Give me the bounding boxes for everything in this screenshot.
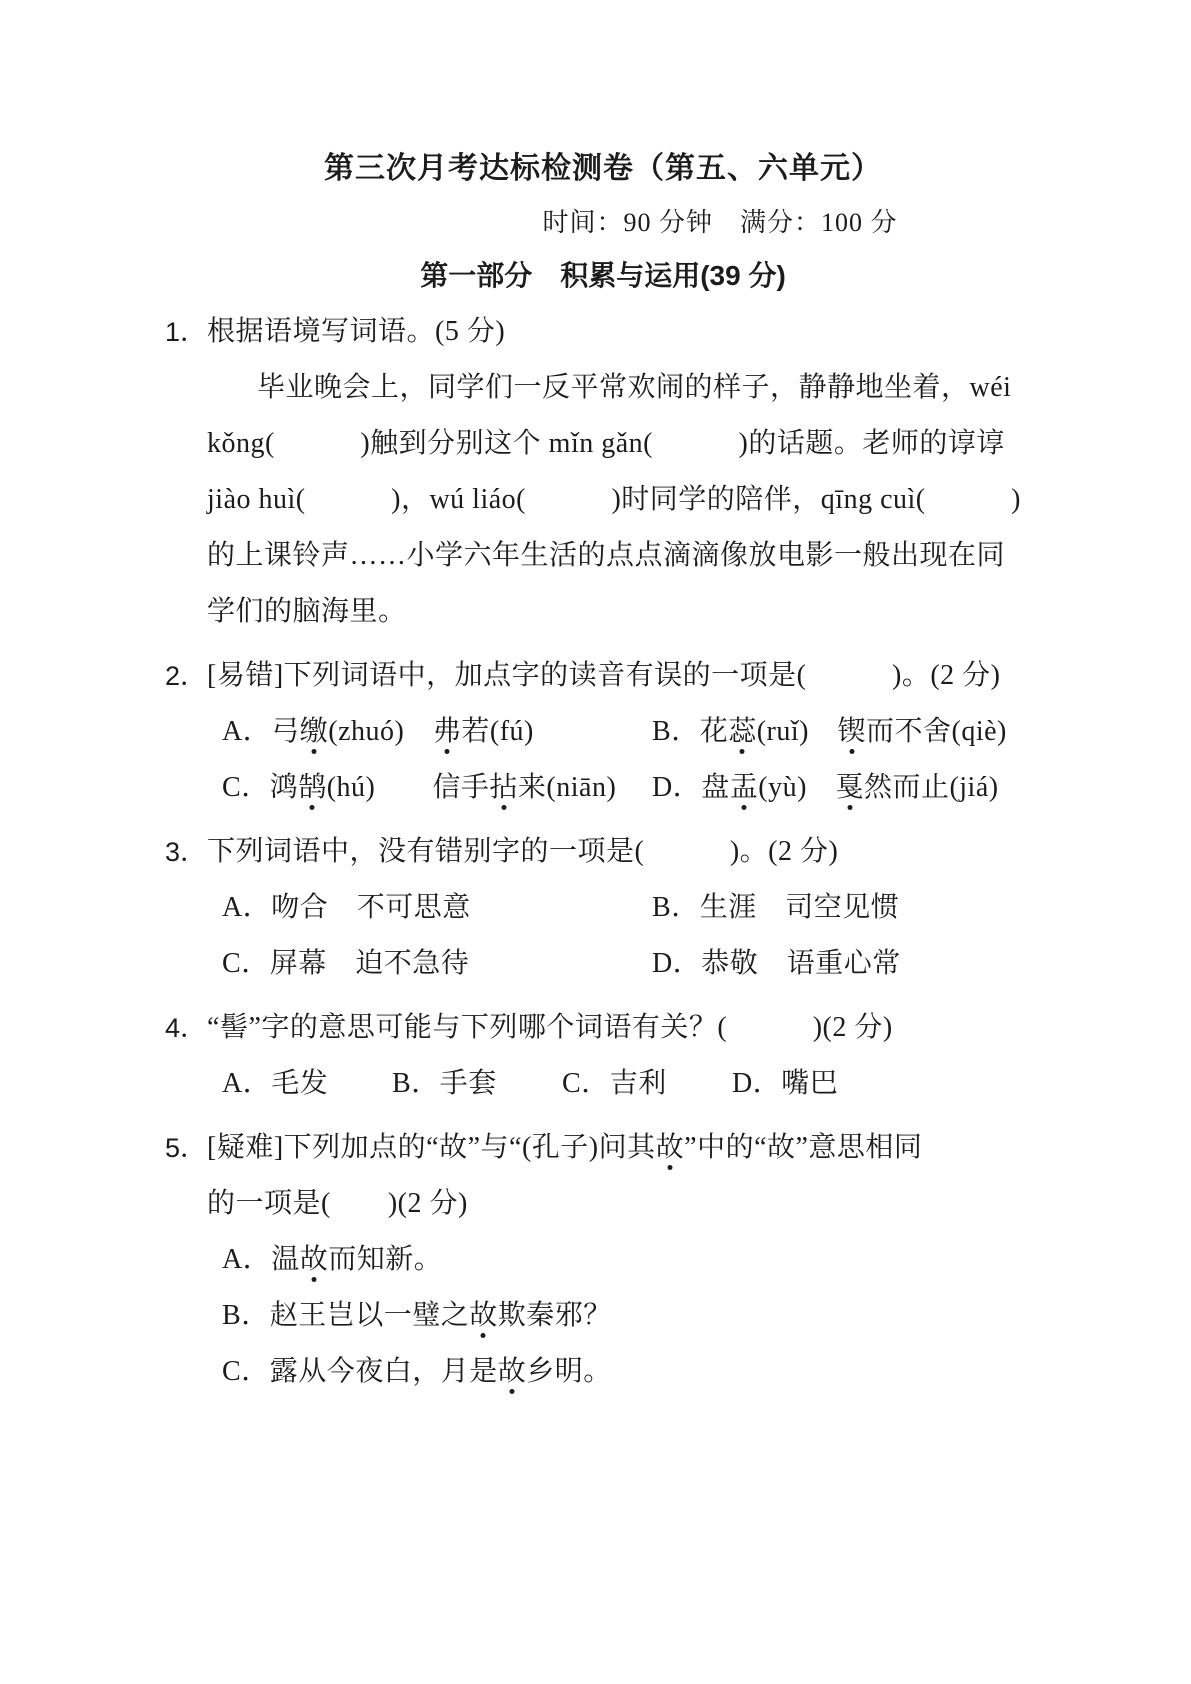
question-3: [165, 824, 1041, 992]
question-2-stem: [易错]下列词语中，加点字的读音有误的一项是( )。(2 分): [207, 660, 1001, 691]
text-segment: 欺秦邪？: [497, 1300, 612, 1331]
text-segment: 若(fú): [461, 716, 534, 747]
question-4-stem: “髻”字的意思可能与下列哪个词语有关？( )(2 分): [207, 1012, 893, 1043]
emphasized-character: 蕊: [728, 716, 757, 747]
emphasized-character: 缴: [299, 716, 329, 747]
text-segment: C．露从今夜白，月是: [222, 1356, 498, 1387]
option-a: [222, 704, 652, 760]
option-d: D．嘴巴: [732, 1068, 839, 1099]
option-b: B．手套: [392, 1068, 497, 1099]
emphasized-character: 弗: [432, 716, 462, 747]
emphasized-character: 锲: [837, 716, 867, 747]
emphasized-character: 故: [655, 1132, 685, 1163]
question-4-option-row: [207, 1056, 1041, 1112]
question-1-passage-line: jiào huì( )，wú liáo( )时同学的陪伴，qīng cuì( ): [207, 484, 1021, 515]
text-segment: D．盘: [652, 772, 730, 803]
text-segment: (ruǐ): [756, 716, 838, 747]
text-segment: (yù): [758, 772, 836, 803]
question-2-option-row: [207, 704, 1041, 760]
emphasized-character: 故: [469, 1300, 498, 1331]
question-3-stem: 下列词语中，没有错别字的一项是( )。(2 分): [207, 836, 839, 867]
option-b: [207, 1288, 1041, 1344]
question-2: [165, 648, 1041, 816]
question-1-passage-line: 学们的脑海里。: [207, 596, 407, 627]
text-segment: 而不舍(qiè): [866, 716, 1007, 747]
question-3-option-row: [207, 880, 1041, 936]
section-header: 第一部分 积累与运用(39 分): [420, 260, 786, 291]
text-segment: 而知新。: [328, 1244, 443, 1275]
question-4: [165, 1000, 1041, 1112]
emphasized-character: 拈: [489, 772, 518, 803]
text-segment: 然而止(jiá): [863, 772, 999, 803]
option-a: A．吻合 不可思意: [222, 892, 471, 923]
exam-time-score-meta: 时间：90 分钟 满分：100 分: [542, 208, 898, 237]
text-segment: B．赵王岂以一璧之: [222, 1300, 470, 1331]
option-c: [222, 760, 652, 816]
option-b: [652, 704, 1041, 760]
question-3-option-row: [207, 936, 1041, 992]
text-segment: (hú) 信手: [326, 772, 490, 803]
question-1-stem: 根据语境写词语。(5 分): [207, 316, 506, 347]
question-5-number: 5．: [165, 1133, 208, 1163]
question-1-number: 1．: [165, 317, 208, 347]
question-1: [165, 304, 1041, 640]
text-segment: 乡明。: [526, 1356, 612, 1387]
option-c: C．吉利: [562, 1068, 667, 1099]
question-5: [165, 1120, 1041, 1400]
emphasized-character: 故: [299, 1244, 329, 1275]
text-segment: 来(niān): [517, 772, 617, 803]
question-2-number: 2．: [165, 661, 208, 691]
emphasized-character: 盂: [729, 772, 759, 803]
question-5-stem: [207, 1120, 1041, 1176]
option-d: [652, 760, 1041, 816]
question-1-passage-line: 的上课铃声……小学六年生活的点点滴滴像放电影一般出现在同: [207, 540, 1006, 571]
page-title: 第三次月考达标检测卷（第五、六单元）: [324, 152, 882, 185]
text-segment: A．温: [222, 1244, 300, 1275]
question-2-option-row: [207, 760, 1041, 816]
question-1-passage-line: 毕业晚会上，同学们一反平常欢闹的样子，静静地坐着，wéi: [257, 372, 1012, 403]
text-segment: ”中的“故”意思相同: [684, 1132, 923, 1163]
text-segment: [疑难]下列加点的“故”与“(孔子)问其: [207, 1132, 656, 1163]
option-c: [207, 1344, 1041, 1400]
option-c: C．屏幕 迫不急待: [222, 948, 470, 979]
option-a: [207, 1232, 1041, 1288]
text-segment: A．弓: [222, 716, 300, 747]
option-b: B．生涯 司空见惯: [652, 892, 900, 923]
emphasized-character: 故: [497, 1356, 527, 1387]
emphasized-character: 戛: [835, 772, 864, 803]
question-3-number: 3．: [165, 837, 208, 867]
text-segment: (zhuó): [328, 716, 433, 747]
option-d: D．恭敬 语重心常: [652, 948, 901, 979]
text-segment: B．花: [652, 716, 729, 747]
question-1-passage-line: kǒng( )触到分别这个 mǐn gǎn( )的话题。老师的谆谆: [207, 428, 1005, 459]
question-5-stem-continued: 的一项是( )(2 分): [207, 1188, 468, 1219]
option-a: A．毛发: [222, 1068, 329, 1099]
question-4-number: 4．: [165, 1013, 208, 1043]
emphasized-character: 鹄: [298, 772, 327, 803]
text-segment: C．鸿: [222, 772, 299, 803]
